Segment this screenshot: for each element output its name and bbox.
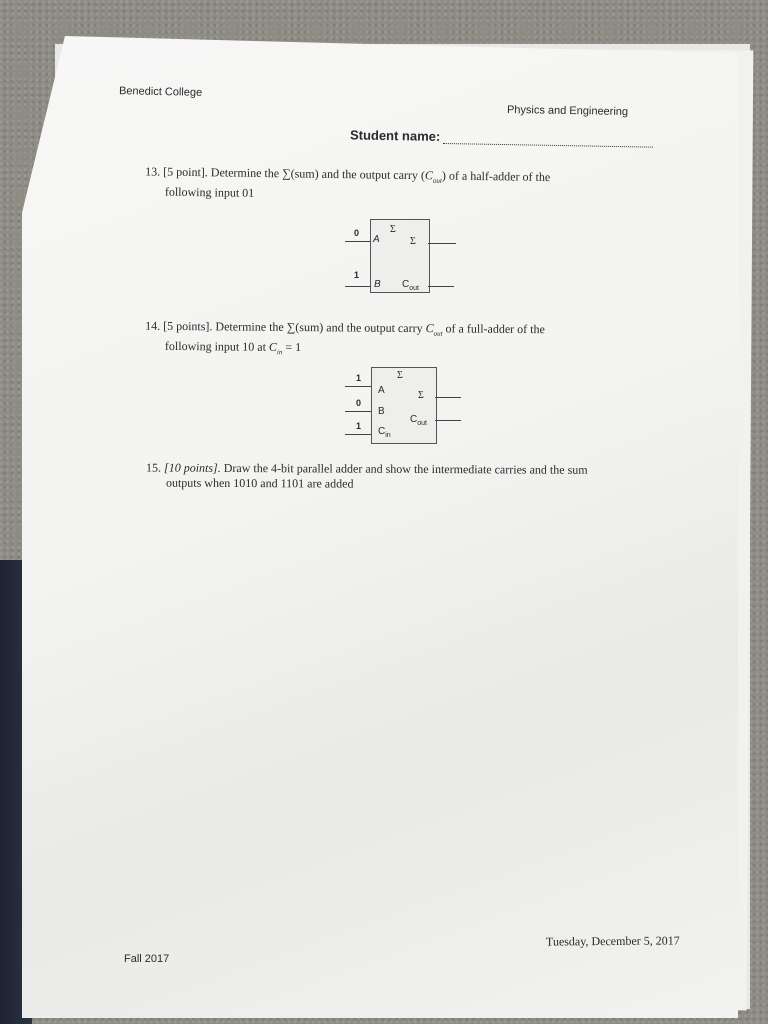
question-points: [5 points].: [163, 318, 213, 334]
question-line-2: outputs when 1010 and 1101 are added: [165, 475, 354, 491]
cout-main: C: [402, 279, 410, 290]
question-text: ) of a half-adder of the: [441, 168, 551, 185]
input-b-line: [345, 286, 371, 287]
cout-label: [410, 414, 427, 427]
sigma-output-label: Σ: [410, 236, 416, 247]
question-text: of a full-adder of the: [442, 321, 545, 337]
input-a-value: 0: [354, 228, 360, 238]
input-cin-line: [345, 434, 371, 435]
input-b-value: 1: [354, 270, 360, 280]
department-name: Physics and Engineering: [506, 103, 629, 119]
carry-subscript: out: [432, 176, 442, 185]
input-b-line: [345, 411, 371, 412]
carry-output-line: [435, 420, 461, 421]
pin-cin-label: [378, 426, 391, 439]
pin-a-label: A: [378, 385, 385, 396]
carry-symbol: C: [424, 168, 434, 183]
sigma-top-label: Σ: [390, 224, 396, 235]
question-text: Determine the ∑(sum) and the output carry (: [210, 165, 426, 183]
carry-subscript: out: [433, 329, 443, 338]
question-15: [146, 461, 706, 494]
sum-output-line: [428, 243, 456, 244]
college-name: Benedict College: [118, 85, 203, 99]
pin-b-label: B: [374, 279, 381, 290]
question-14: [145, 319, 665, 364]
cin-sub: in: [385, 432, 391, 439]
question-line-2-b: = 1: [282, 340, 302, 355]
question-points: [5 point].: [163, 164, 208, 180]
input-a-line: [345, 386, 371, 387]
question-text: Determine the ∑(sum) and the output carry: [215, 319, 426, 336]
footer-term: Fall 2017: [124, 953, 170, 965]
sigma-output-label: Σ: [418, 390, 424, 401]
pin-b-label: B: [378, 406, 385, 417]
question-line-2: following input 01: [164, 185, 255, 201]
cin-symbol: C: [268, 340, 278, 355]
student-name-label: Student name:: [349, 127, 441, 144]
cout-label: [402, 279, 419, 292]
question-number: 13.: [145, 164, 161, 179]
cout-sub: out: [409, 285, 419, 292]
carry-output-line: [428, 286, 454, 287]
question-line-2-a: following input 10 at: [164, 339, 270, 355]
question-text: Draw the 4-bit parallel adder and show the intermediate carries and the sum: [223, 460, 588, 477]
cin-subscript: in: [276, 348, 283, 357]
sigma-top-label: Σ: [397, 370, 403, 381]
input-a-line: [345, 241, 371, 242]
cout-main: C: [410, 414, 418, 425]
question-number: 14.: [145, 318, 161, 333]
cin-main: C: [378, 426, 386, 437]
input-a-value: 1: [356, 373, 362, 383]
sum-output-line: [435, 397, 461, 398]
question-points: [10 points].: [164, 460, 221, 475]
question-number: 15.: [146, 460, 162, 475]
footer-date: Tuesday, December 5, 2017: [545, 933, 680, 949]
cout-sub: out: [417, 420, 427, 427]
question-13: [145, 164, 665, 207]
carry-symbol: C: [425, 321, 434, 336]
input-cin-value: 1: [356, 421, 362, 431]
input-b-value: 0: [356, 398, 362, 408]
pin-a-label: A: [373, 234, 380, 245]
